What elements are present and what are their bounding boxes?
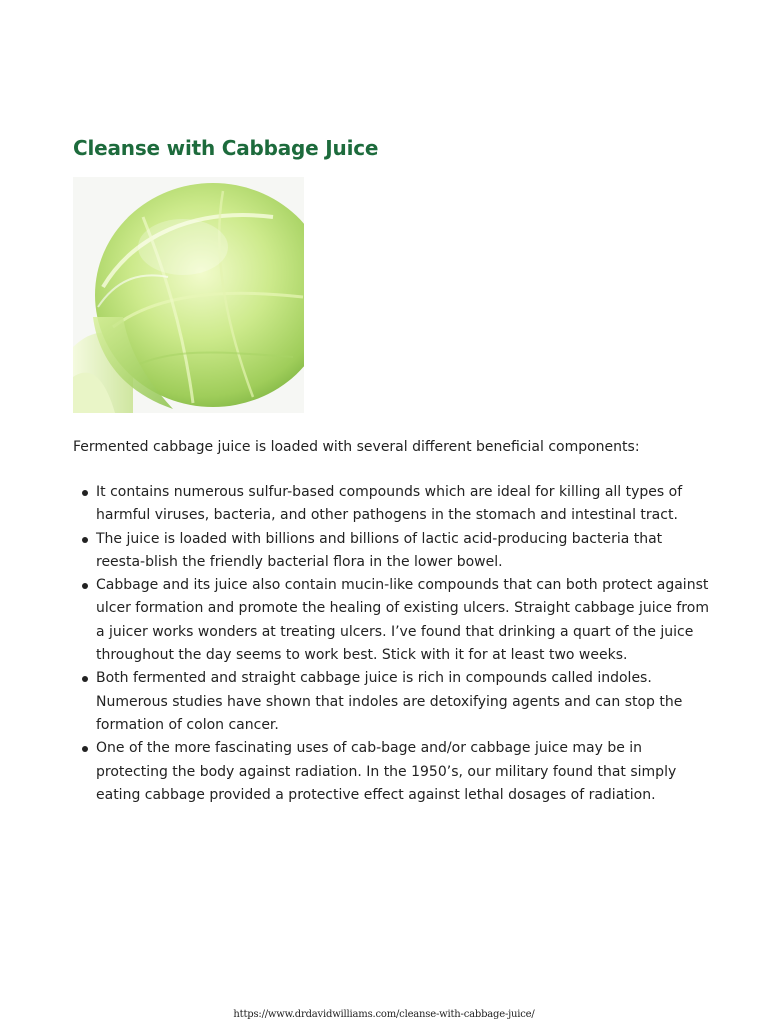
- page-title: Cleanse with Cabbage Juice: [73, 136, 379, 160]
- cabbage-image: [73, 177, 304, 413]
- list-item: Both fermented and straight cabbage juice is rich in compounds called indoles. Numerous studies have shown that indoles are detoxifying agents and can stop the formation of colon cancer.: [73, 667, 713, 737]
- benefit-list: [73, 481, 713, 807]
- list-item: The juice is loaded with billions and billions of lactic acid-producing bacteria that reesta-blish the friendly bacterial flora in the lower bowel.: [73, 528, 713, 575]
- list-item: Cabbage and its juice also contain mucin-like compounds that can both protect against ulcer formation and promote the healing of existing ulcers. Straight cabbage juice from a juicer works wonders at treating ulcers. I’ve found that drinking a quart of the juice throughout the day seems to work best. Stick with it for at least two weeks.: [73, 574, 713, 667]
- intro-paragraph: Fermented cabbage juice is loaded with several different beneficial components:: [73, 439, 640, 455]
- footer-url: https://www.drdavidwilliams.com/cleanse-with-cabbage-juice/: [233, 1009, 535, 1020]
- list-item: It contains numerous sulfur-based compounds which are ideal for killing all types of harmful viruses, bacteria, and other pathogens in the stomach and intestinal tract.: [73, 481, 713, 528]
- list-item: One of the more fascinating uses of cab-bage and/or cabbage juice may be in protecting the body against radiation. In the 1950’s, our military found that simply eating cabbage provided a protective effect against lethal dosages of radiation.: [73, 737, 713, 807]
